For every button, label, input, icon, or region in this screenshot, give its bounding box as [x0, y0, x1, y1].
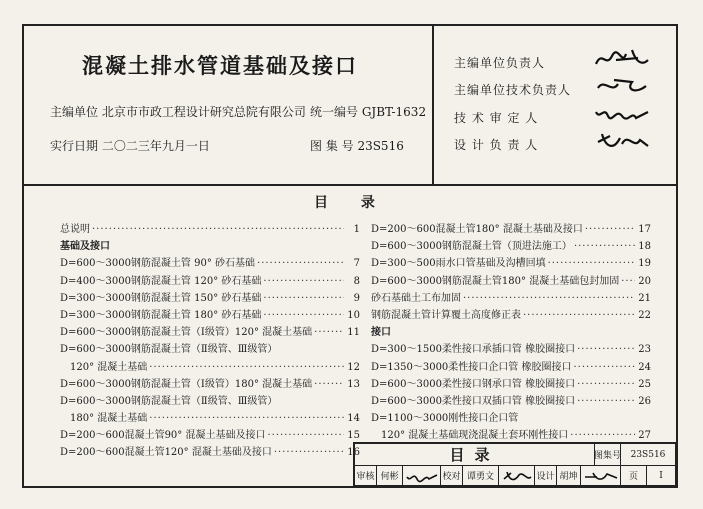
review-signature [403, 466, 441, 486]
header-divider [432, 26, 434, 184]
toc-leader-dots [92, 224, 344, 235]
check-signature-mark [501, 469, 533, 483]
toc-entry-title: 基础及接口 [60, 241, 110, 253]
signature-design-lead [592, 128, 652, 154]
atlas-no-label: 图集号 [595, 444, 621, 466]
toc-entry[interactable] [60, 443, 360, 460]
toc-entry[interactable] [371, 220, 651, 237]
toc-entry[interactable] [60, 220, 360, 237]
toc-entry-page: 17 [638, 224, 651, 235]
toc-entry-page: 22 [638, 309, 651, 321]
toc-entry-title: 砂石基础土工布加固 [371, 292, 461, 304]
toc-entry-title: D=300～3000钢筋混凝土管 150° 砂石基础 [60, 292, 262, 304]
toc-entry[interactable] [371, 392, 651, 409]
atlas-title: 混凝土排水管道基础及接口 [82, 54, 358, 78]
toc-entry-title: 120° 混凝土基础现浇混凝土套环刚性接口 [381, 430, 569, 442]
design-name: 胡坤 [557, 466, 581, 486]
toc-left-column [60, 220, 360, 461]
toc-entry-page: 12 [347, 361, 360, 373]
toc-entry-title: D=600～3000钢筋混凝土管（Ⅰ级管）120° 混凝土基础 [60, 327, 313, 339]
toc-leader-dots [577, 396, 635, 407]
role-tech-chief: 主编单位技术负责人 [454, 83, 572, 97]
review-name: 何彬 [377, 466, 403, 486]
toc-entry-page: 1 [353, 224, 360, 235]
toc-entry-page: 24 [638, 361, 651, 373]
page-label: 页 [621, 466, 647, 486]
review-label: 审核 [355, 466, 377, 486]
toc-entry-page: 26 [638, 395, 651, 407]
toc-entry[interactable] [371, 340, 651, 357]
toc-leader-dots [314, 327, 344, 338]
toc-leader-dots [570, 430, 635, 441]
unified-number: 统一编号 GJBT-1632 [310, 105, 427, 119]
toc-entry-page: 25 [638, 378, 651, 390]
toc-entry-page: 27 [638, 430, 651, 442]
toc-entry-title: D=300～500雨水口管基础及沟槽回填 [371, 258, 546, 270]
toc-entry[interactable] [371, 306, 651, 323]
toc-leader-dots [257, 258, 344, 269]
atlas-number: 图 集 号 23S516 [310, 139, 404, 153]
check-name: 谭勇文 [463, 466, 499, 486]
design-signature [581, 466, 621, 486]
toc-entry-page: 21 [638, 292, 651, 304]
review-signature-mark [405, 469, 439, 483]
toc-entry[interactable] [371, 237, 651, 254]
toc-entry-title: D=400～3000钢筋混凝土管 120° 砂石基础 [60, 275, 262, 287]
design-signature-mark [583, 469, 619, 483]
toc-entry[interactable] [60, 237, 360, 254]
toc-leader-dots [577, 344, 635, 355]
toc-leader-dots [573, 362, 635, 373]
toc-entry-page: 10 [347, 309, 360, 321]
toc-entry[interactable] [60, 289, 360, 306]
toc-leader-dots [149, 362, 344, 373]
toc-leader-dots [314, 379, 344, 390]
toc-entry-title: D=300～1500柔性接口承插口管 橡胶圈接口 [371, 344, 576, 356]
toc-entry[interactable] [60, 254, 360, 271]
toc-entry-page: 11 [347, 327, 360, 339]
role-chief-unit: 主编单位负责人 [454, 56, 546, 70]
toc-leader-dots [577, 379, 635, 390]
toc-entry-page: 9 [353, 292, 360, 304]
toc-entry[interactable] [60, 272, 360, 289]
toc-leader-dots [621, 276, 635, 287]
role-tech-approver: 技 术 审 定 人 [454, 111, 539, 125]
toc-entry-title: 120° 混凝土基础 [70, 361, 148, 373]
toc-entry[interactable] [60, 426, 360, 443]
toc-entry-title: 接口 [371, 327, 391, 339]
toc-leader-dots [263, 276, 344, 287]
signature-tech-approver [592, 100, 652, 126]
toc-entry-title: D=600～3000钢筋混凝土管（Ⅱ级管、Ⅲ级管） [60, 395, 278, 407]
toc-leader-dots [267, 430, 344, 441]
toc-entry[interactable] [60, 323, 360, 340]
signature-chief-unit [592, 46, 652, 72]
toc-entry[interactable] [371, 272, 651, 289]
toc-entry-title: 180° 混凝土基础 [70, 413, 148, 425]
toc-entry[interactable] [60, 392, 360, 409]
toc-entry[interactable] [371, 289, 651, 306]
title-block [353, 442, 678, 488]
toc-entry[interactable] [371, 358, 651, 375]
toc-entry[interactable] [60, 358, 360, 375]
toc-entry-page: 23 [638, 344, 651, 356]
toc-entry-title: 总说明 [60, 224, 90, 235]
toc-entry-title: D=600～3000钢筋混凝土管（顶进法施工） [371, 241, 572, 253]
toc-entry-page: 16 [347, 447, 360, 459]
toc-entry-title: D=600～3000钢筋混凝土管 90° 砂石基础 [60, 258, 256, 270]
toc-entry-page: 8 [353, 275, 360, 287]
toc-entry-page: 18 [638, 241, 651, 253]
toc-entry[interactable] [371, 426, 651, 443]
toc-right-column [371, 220, 651, 443]
toc-entry-page: 14 [347, 413, 360, 425]
toc-entry-title: D=200～600混凝土管120° 混凝土基础及接口 [60, 447, 272, 459]
toc-entry-title: D=600～3000钢筋混凝土管（Ⅱ级管、Ⅲ级管） [60, 344, 278, 356]
toc-entry[interactable] [60, 375, 360, 392]
toc-entry-title: D=1350～3000柔性接口企口管 橡胶圈接口 [371, 361, 572, 373]
editor-unit: 主编单位 北京市市政工程设计研究总院有限公司 [50, 105, 306, 119]
atlas-no-value: 23S516 [621, 444, 676, 466]
toc-entry-title: D=1100～3000刚性接口企口管 [371, 413, 519, 425]
toc-entry[interactable] [60, 306, 360, 323]
check-label: 校对 [441, 466, 463, 486]
toc-entry-page: 20 [638, 275, 651, 287]
design-label: 设计 [535, 466, 557, 486]
toc-entry-title: D=600～3000钢筋混凝土管180° 混凝土基础包封加固 [371, 275, 620, 287]
toc-entry-title: D=600～3000柔性接口双插口管 橡胶圈接口 [371, 395, 576, 407]
toc-entry[interactable] [371, 254, 651, 271]
atlas-header [24, 26, 676, 186]
toc-entry[interactable] [371, 323, 651, 340]
signature-tech-chief [592, 72, 652, 98]
toc-leader-dots [149, 413, 344, 424]
toc-leader-dots [574, 241, 635, 252]
toc-entry-page: 19 [638, 258, 651, 270]
toc-leader-dots [274, 447, 344, 458]
toc-entry-title: D=600～3000钢筋混凝土管（Ⅰ级管）180° 混凝土基础 [60, 378, 313, 390]
implementation-date: 实行日期 二〇二三年九月一日 [50, 139, 210, 153]
toc-entry-page: 13 [347, 378, 360, 390]
toc-entry[interactable] [60, 340, 360, 357]
toc-title: 目 录 [314, 195, 389, 211]
toc-entry-title: D=600～3000柔性接口钢承口管 橡胶圈接口 [371, 378, 576, 390]
toc-entry[interactable] [60, 409, 360, 426]
drawing-frame [22, 24, 678, 488]
toc-entry-title: D=200～600混凝土管180° 混凝土基础及接口 [371, 224, 583, 235]
toc-leader-dots [263, 293, 344, 304]
toc-leader-dots [263, 310, 344, 321]
toc-entry-title: 钢筋混凝土管计算覆土高度修正表 [371, 309, 521, 321]
toc-leader-dots [523, 310, 635, 321]
toc-entry[interactable] [371, 375, 651, 392]
toc-entry-title: D=200～600混凝土管90° 混凝土基础及接口 [60, 430, 266, 442]
toc-entry-title: D=300～3000钢筋混凝土管 180° 砂石基础 [60, 309, 262, 321]
drawing-name: 目录 [355, 444, 595, 466]
toc-entry-page: 7 [353, 258, 360, 270]
toc-leader-dots [585, 224, 635, 235]
role-design-lead: 设 计 负 责 人 [454, 138, 539, 152]
page-value: Ⅰ [647, 466, 676, 486]
check-signature [499, 466, 535, 486]
toc-entry[interactable] [371, 409, 651, 426]
toc-entry-page: 15 [347, 430, 360, 442]
toc-leader-dots [463, 293, 635, 304]
toc-leader-dots [548, 258, 635, 269]
